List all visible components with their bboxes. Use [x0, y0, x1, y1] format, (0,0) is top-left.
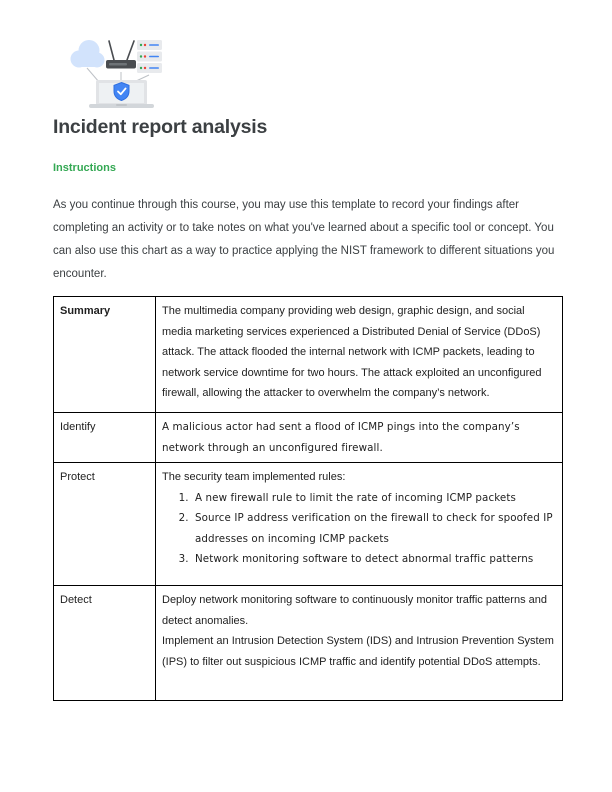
server-icon — [137, 40, 162, 73]
instructions-paragraph: As you continue through this course, you may use this template to record your findings after completing an activity or to take notes on what you've learned about a specific tool or concept. You can also use this chart as a way to practice applying the NIST framework to different situations you encounter. — [53, 199, 555, 280]
row-label-summary: Summary — [54, 297, 156, 413]
table-row-protect — [54, 463, 563, 586]
row-label-protect: Protect — [54, 463, 156, 586]
table-row-detect — [54, 586, 563, 701]
list-item: 3. Network monitoring software to detect abnormal traffic patterns — [192, 549, 554, 570]
shield-check-icon — [114, 83, 129, 101]
incident-report-table — [53, 296, 563, 701]
row-content-detect — [156, 586, 563, 701]
identify-text: A malicious actor had sent a flood of ICMP pings into the company’s network through an unconfigured firewall. — [162, 421, 520, 454]
cloud-icon — [71, 40, 105, 68]
detect-paragraph: Deploy network monitoring software to continuously monitor traffic patterns and detect anomalies. — [162, 594, 547, 627]
row-content-summary — [156, 297, 563, 413]
row-content-identify — [156, 413, 563, 463]
protect-rules-list — [162, 488, 554, 570]
table-row-summary — [54, 297, 563, 413]
row-label-identify: Identify — [54, 413, 156, 463]
router-icon — [106, 41, 136, 69]
row-label-detect: Detect — [54, 586, 156, 701]
row-content-protect — [156, 463, 563, 586]
summary-text: The multimedia company providing web design, graphic design, and social media marketing services experienced a Distributed Denial of Service (DDoS) attack. The attack flooded the internal network with ICMP packets, leading to network service downtime for two hours. The attack exploited an unconfigured firewall, allowing the attacker to overwhelm the company’s network. — [162, 305, 542, 399]
security-illustration — [66, 32, 166, 108]
list-item: 1. A new firewall rule to limit the rate of incoming ICMP packets — [192, 488, 554, 509]
list-item: 2. Source IP address verification on the firewall to check for spoofed IP addresses on incoming ICMP packets — [192, 508, 554, 549]
detect-paragraph: Implement an Intrusion Detection System (IDS) and Intrusion Prevention System (IPS) to filter out suspicious ICMP traffic and identify potential DDoS attempts. — [162, 635, 554, 668]
page-title: Incident report analysis — [53, 116, 268, 138]
instructions-heading: Instructions — [53, 162, 116, 174]
table-row-identify — [54, 413, 563, 463]
protect-intro: The security team implemented rules: — [162, 471, 346, 483]
